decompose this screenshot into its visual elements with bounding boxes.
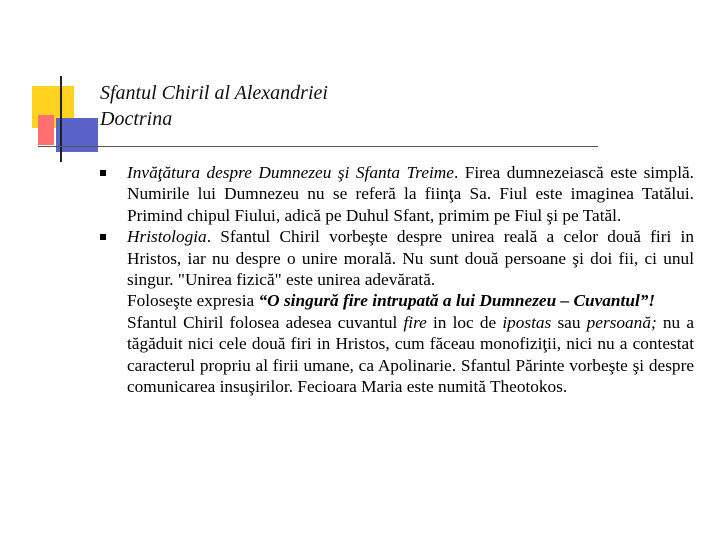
- bullet-item-1: [100, 162, 694, 226]
- decor-vertical-line: [60, 76, 62, 162]
- para-text: nu a tăgăduit nici cele două firi in Hristos, cum făceau monofiziţii, nici nu a contestat caracterul propriu al firii umane, ca Apolinarie. Sfantul Părinte vorbeşte şi despre comunicarea insuşirilor. Fecioara Maria este numită Theotokos.: [127, 312, 694, 397]
- bullet-heading: Invăţătura despre Dumnezeu şi Sfanta Treime: [127, 163, 454, 182]
- bullet-heading: Hristologia: [127, 227, 207, 247]
- slide-title: [100, 80, 328, 132]
- para-text: sau: [551, 312, 587, 332]
- para-term: fire: [403, 312, 427, 332]
- paragraph-lead: Foloseşte expresia: [127, 291, 259, 311]
- paragraph-expression: [100, 290, 694, 311]
- title-underline: [38, 146, 598, 147]
- decor-red-square: [38, 115, 54, 145]
- paragraph-quote: “O singură fire intrupată a lui Dumnezeu – Cuvantul”!: [258, 291, 656, 311]
- para-text: in loc de: [426, 312, 503, 332]
- paragraph-fire: [100, 312, 694, 398]
- slide-body: [100, 162, 694, 397]
- title-line-2: Doctrina: [100, 108, 173, 130]
- bullet-square-icon: [100, 234, 106, 240]
- para-term: ipostas: [502, 312, 552, 332]
- para-term: persoană;: [586, 312, 657, 332]
- bullet-square-icon: [100, 170, 106, 176]
- bullet-item-2: [100, 226, 694, 290]
- para-text: Sfantul Chiril folosea adesea cuvantul: [127, 312, 404, 332]
- title-line-1: Sfantul Chiril al Alexandriei: [100, 82, 328, 104]
- bullet-text: . Sfantul Chiril vorbeşte despre unirea reală a celor două firi in Hristos, iar nu despre o unire morală. Nu sunt două persoane şi doi fii, ci unul singur. "Unirea fizică" este unirea adevărată.: [127, 227, 694, 290]
- bullet-text: . Firea dumnezeiască este simplă. Numirile lui Dumnezeu nu se referă la fiinţa Sa. Fiul este imaginea Tatălui. Primind chipul Fiului, adică pe Duhul Sfant, primim pe Fiul şi pe Tatăl.: [127, 163, 694, 225]
